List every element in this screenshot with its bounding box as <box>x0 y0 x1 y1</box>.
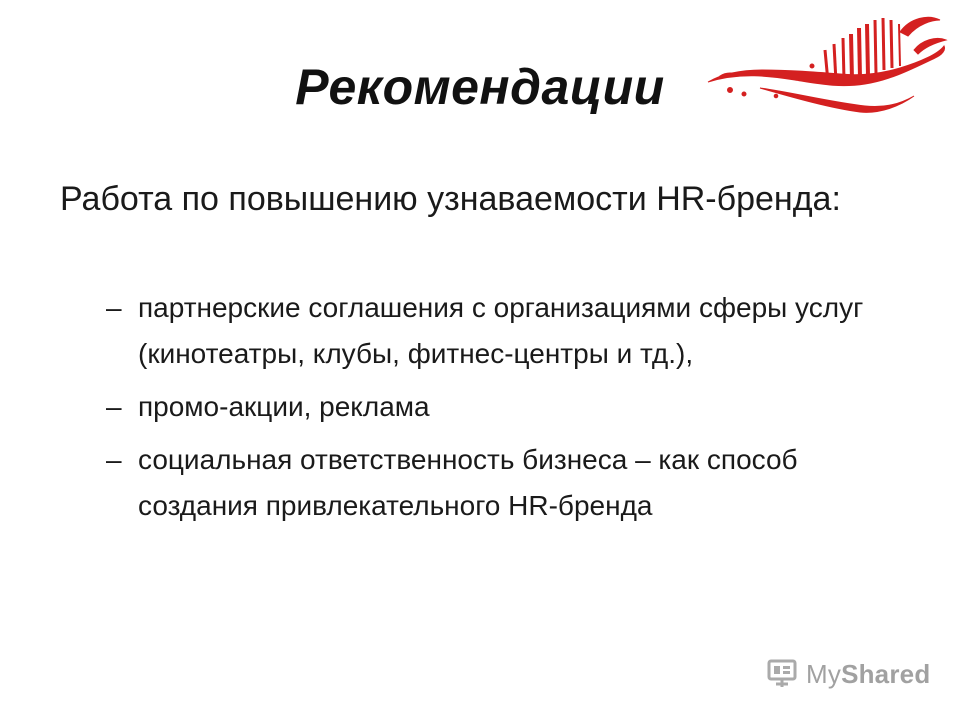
sub-bullet-list <box>106 285 886 536</box>
watermark-my: My <box>806 658 842 689</box>
presentation-icon <box>766 658 800 690</box>
dash-bullet-icon: – <box>106 391 122 422</box>
watermark-label <box>806 659 930 690</box>
main-point-text: Работа по повышению узнаваемости HR-бренда: <box>60 180 841 218</box>
list-item <box>106 437 886 529</box>
dash-bullet-icon: – <box>106 292 122 323</box>
dash-bullet-icon: – <box>106 444 122 475</box>
myshared-watermark <box>766 654 930 694</box>
slide-title: Рекомендации <box>295 59 665 115</box>
list-item-text: промо-акции, реклама <box>138 391 430 422</box>
watermark-shared: Shared <box>841 658 931 689</box>
list-item <box>106 384 886 430</box>
list-item-text: социальная ответственность бизнеса – как способ создания привлекательного HR-бренда <box>138 444 798 521</box>
list-item <box>106 285 886 377</box>
list-item-text: партнерские соглашения с организациями сферы услуг (кинотеатры, клубы, фитнес-центры и тд.), <box>138 292 864 369</box>
